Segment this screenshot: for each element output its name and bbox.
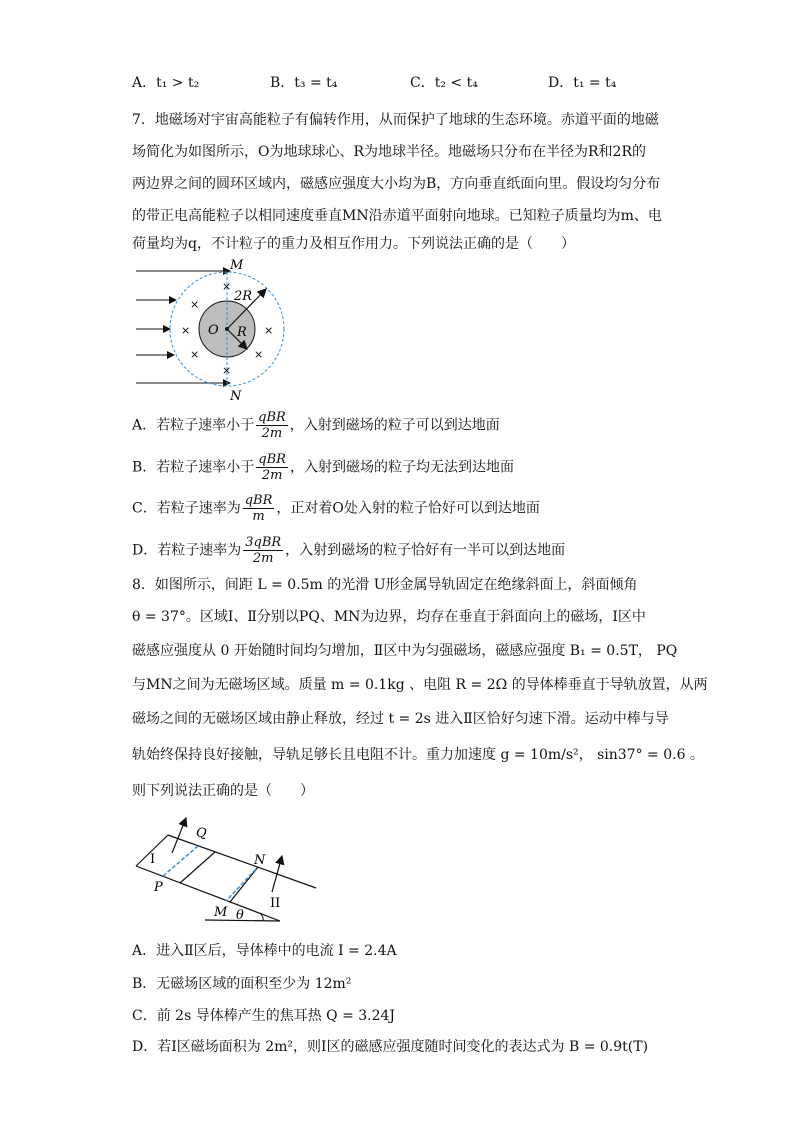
field-cross: ×	[222, 280, 232, 293]
label-n: N	[254, 853, 266, 868]
q7-line: 荷量均为q，不计粒子的重力及相互作用力。下列说法正确的是（ ）	[132, 236, 575, 252]
q7-line: 7．地磁场对宇宙高能粒子有偏转作用，从而保护了地球的生态环境。赤道平面的地磁	[132, 112, 659, 128]
q7-option-c: C．若粒子速率为 $\frac{\text{qBR}}{m}$ ，正对着O处入射的粒子恰好可以到达地面	[132, 493, 540, 524]
q7-line: 场简化为如图所示，O为地球球心、R为地球半径。地磁场只分布在半径为R和2R的	[132, 144, 647, 160]
boundary-line	[180, 852, 215, 883]
label-o: O	[208, 323, 219, 338]
field-cross: ×	[190, 298, 200, 311]
q8-option-d: D．若Ⅰ区磁场面积为 2m²，则Ⅰ区的磁感应强度随时间变化的表达式为 B = 0.9t(T)	[132, 1039, 649, 1055]
q8-line: θ = 37°。区域Ⅰ、Ⅱ分别以PQ、MN为边界，均存在垂直于斜面向上的磁场，Ⅰ区中	[132, 609, 646, 625]
q7-magnetic-field-figure	[130, 252, 300, 402]
label-q: Q	[196, 826, 207, 841]
field-cross: ×	[190, 348, 200, 361]
field-arrow	[272, 856, 282, 892]
q7-line: 两边界之间的圆环区域内，磁感应强度大小均为B，方向垂直纸面向里。假设均匀分布	[132, 176, 661, 192]
q8-option-a: A．进入Ⅱ区后，导体棒中的电流 I = 2.4A	[132, 943, 397, 959]
field-cross: ×	[222, 364, 232, 377]
label-2r: 2R	[234, 289, 253, 304]
prev-option-b: B．t₃ = t₄	[270, 75, 338, 91]
field-cross: ×	[264, 324, 274, 337]
q7-option-d: D．若粒子速率为 $\frac{\text{3qBR}}{2m}$ ，入射到磁场的粒子恰好有一半可以到达地面	[132, 535, 566, 566]
field-arrow	[172, 818, 186, 853]
prev-option-d: D．t₁ = t₄	[548, 75, 617, 91]
q8-line: 轨始终保持良好接触，导轨足够长且电阻不计。重力加速度 g = 10m/s²， sin37° = 0.6 。	[132, 747, 704, 763]
q8-option-b: B．无磁场区域的面积至少为 12m²	[132, 976, 352, 992]
mn-dashed-line	[226, 869, 256, 901]
label-theta: θ	[236, 908, 244, 923]
field-cross: ×	[254, 348, 264, 361]
q7-line: 的带正电高能粒子以相同速度垂直MN沿赤道平面射向地球。已知粒子质量均为m、电	[132, 208, 662, 224]
q8-line: 则下列说法正确的是（ ）	[132, 783, 314, 799]
q8-line: 磁场之间的无磁场区域由静止释放，经过 t = 2s 进入Ⅱ区恰好匀速下滑。运动中棒与导	[132, 711, 669, 727]
label-m: M	[230, 258, 244, 273]
rail-top	[168, 835, 316, 888]
q8-line: 8．如图所示，间距 L = 0.5m 的光滑 U形金属导轨固定在绝缘斜面上，斜面倾角	[132, 577, 638, 593]
label-n: N	[230, 389, 242, 402]
label-r: R	[237, 325, 247, 340]
q8-incline-rail-figure	[130, 815, 330, 930]
prev-option-c: C．t₂ < t₄	[410, 75, 478, 91]
q8-option-c: C．前 2s 导体棒产生的焦耳热 Q = 3.24J	[132, 1008, 396, 1024]
q8-line: 磁感应强度从 0 开始随时间均匀增加，Ⅱ区中为匀强磁场，磁感应强度 B₁ = 0.5T， PQ	[132, 643, 678, 659]
field-cross: ×	[181, 324, 191, 337]
prev-option-a: A．t₁ > t₂	[132, 75, 200, 91]
label-m: M	[214, 905, 228, 920]
q7-option-b: B．若粒子速率小于 $\frac{\text{qBR}}{2m}$ ，入射到磁场的粒子均无法到达地面	[132, 452, 514, 483]
label-region-i: I	[150, 852, 156, 867]
label-p: P	[154, 880, 163, 895]
label-region-ii: II	[270, 896, 281, 911]
q8-line: 与MN之间为无磁场区域。质量 m = 0.1kg 、电阻 R = 2Ω 的导体棒垂直于导轨放置，从两	[132, 677, 708, 693]
q7-option-a: A．若粒子速率小于 $\frac{\text{qBR}}{2m}$ ，入射到磁场的粒子可以到达地面	[132, 410, 500, 441]
